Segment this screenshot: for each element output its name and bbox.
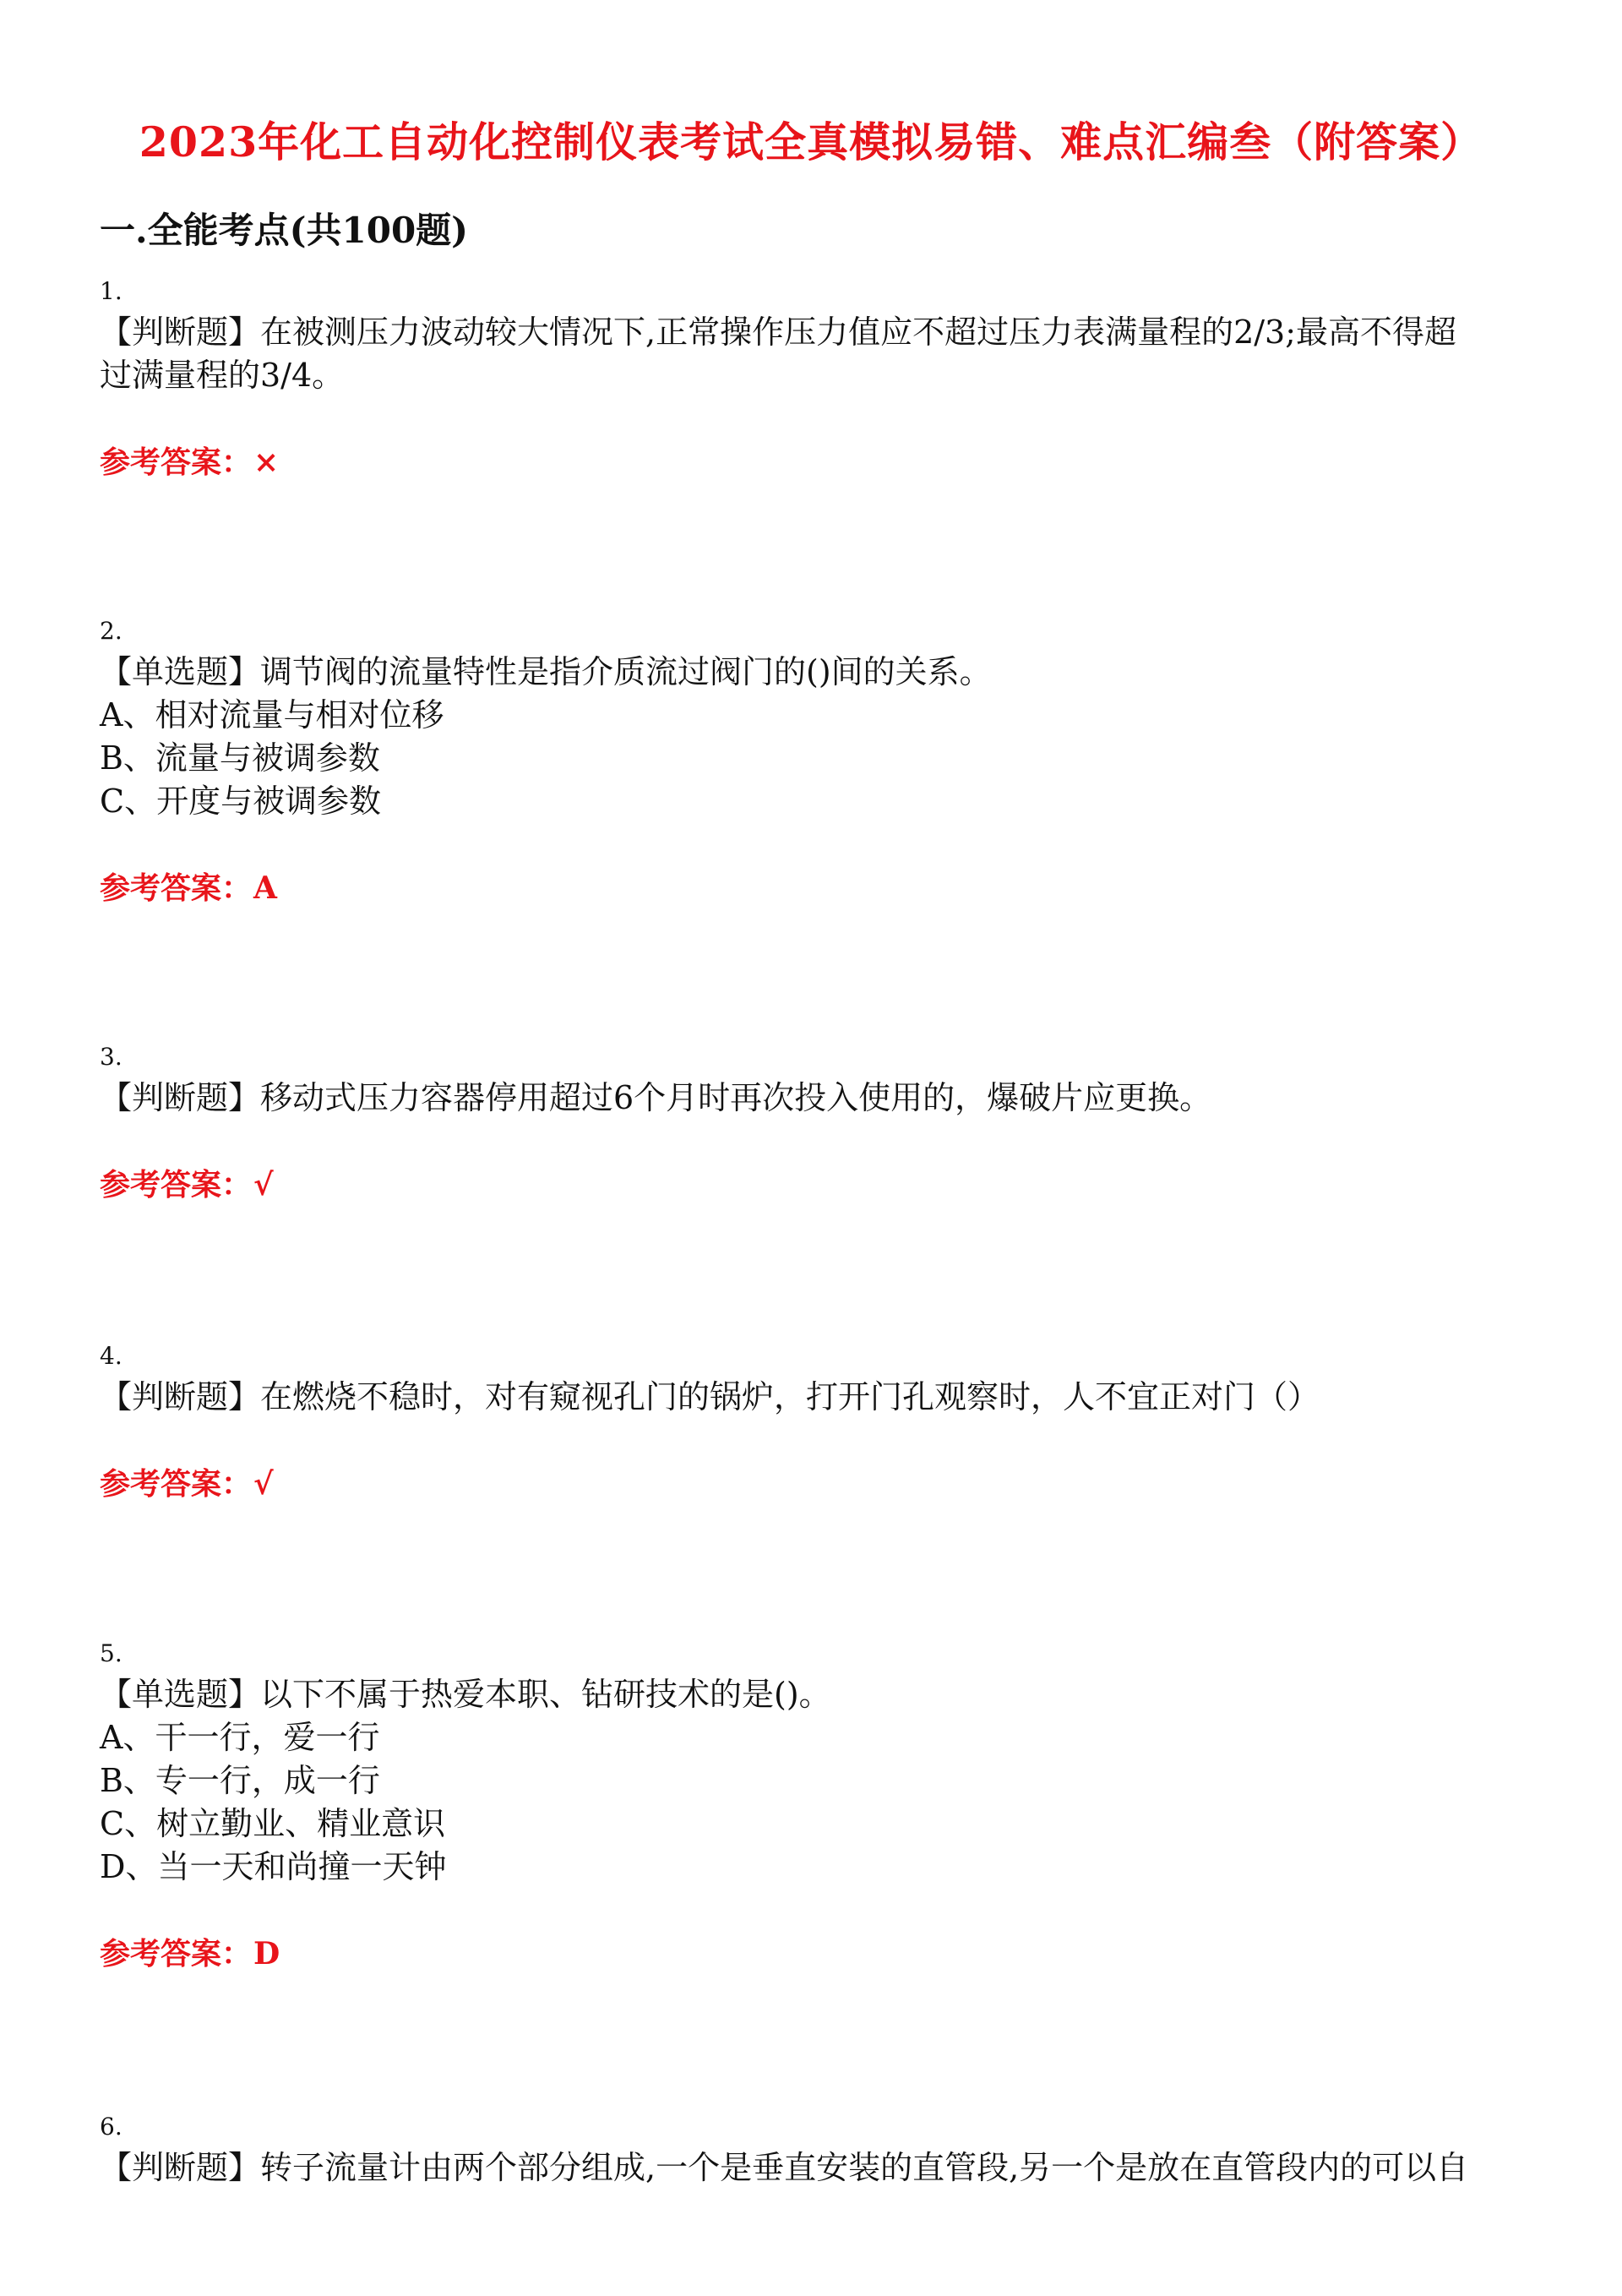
document-title: 2023年化工自动化控制仪表考试全真模拟易错、难点汇编叁（附答案） bbox=[139, 117, 1483, 166]
answer-label: 参考答案： bbox=[100, 870, 253, 906]
question-1 bbox=[100, 277, 1536, 483]
answer-label: 参考答案： bbox=[100, 444, 253, 480]
question-stem-line: 【单选题】以下不属于热爱本职、钻研技术的是()。 bbox=[100, 1676, 831, 1713]
question-number: 3. bbox=[100, 1043, 122, 1071]
question-option: B、专一行，成一行 bbox=[100, 1762, 380, 1799]
question-4 bbox=[100, 1342, 1536, 1505]
question-number: 2. bbox=[100, 617, 122, 645]
answer-value: A bbox=[253, 870, 277, 906]
answer-label: 参考答案： bbox=[100, 1466, 253, 1502]
section-heading: 一.全能考点(共100题) bbox=[100, 210, 469, 251]
question-option: A、干一行，爱一行 bbox=[100, 1719, 380, 1756]
question-option: D、当一天和尚撞一天钟 bbox=[100, 1848, 447, 1885]
answer-label: 参考答案： bbox=[100, 1167, 253, 1203]
question-number: 4. bbox=[100, 1342, 122, 1370]
question-stem-line: 【单选题】调节阀的流量特性是指介质流过阀门的()间的关系。 bbox=[100, 653, 992, 690]
question-6 bbox=[100, 2113, 1536, 2190]
question-option: A、相对流量与相对位移 bbox=[100, 696, 444, 734]
answer-label: 参考答案： bbox=[100, 1936, 253, 1972]
answer-value: √ bbox=[253, 1167, 274, 1203]
question-3 bbox=[100, 1043, 1536, 1206]
question-stem-line: 【判断题】转子流量计由两个部分组成,一个是垂直安装的直管段,另一个是放在直管段内的可以自 bbox=[100, 2149, 1469, 2186]
answer-row bbox=[100, 441, 1536, 483]
question-option: C、树立勤业、精业意识 bbox=[100, 1805, 446, 1842]
answer-value: × bbox=[253, 444, 280, 480]
question-option: C、开度与被调参数 bbox=[100, 783, 382, 820]
answer-row bbox=[100, 1933, 1536, 1975]
answer-value: √ bbox=[253, 1466, 274, 1502]
question-2 bbox=[100, 617, 1536, 909]
answer-row bbox=[100, 1164, 1536, 1206]
question-number: 6. bbox=[100, 2113, 122, 2141]
question-number: 5. bbox=[100, 1639, 122, 1667]
answer-value: D bbox=[253, 1936, 280, 1972]
question-stem-line: 【判断题】在燃烧不稳时，对有窥视孔门的锅炉，打开门孔观察时，人不宜正对门（） bbox=[100, 1378, 1320, 1415]
question-stem-line: 【判断题】在被测压力波动较大情况下,正常操作压力值应不超过压力表满量程的2/3;最高不得超 bbox=[100, 314, 1457, 351]
question-stem-line: 过满量程的3/4。 bbox=[100, 357, 345, 394]
answer-row bbox=[100, 1463, 1536, 1505]
question-stem-line: 【判断题】移动式压力容器停用超过6个月时再次投入使用的，爆破片应更换。 bbox=[100, 1079, 1212, 1116]
question-number: 1. bbox=[100, 277, 122, 305]
question-option: B、流量与被调参数 bbox=[100, 739, 380, 777]
question-5 bbox=[100, 1639, 1536, 1975]
answer-row bbox=[100, 867, 1536, 909]
